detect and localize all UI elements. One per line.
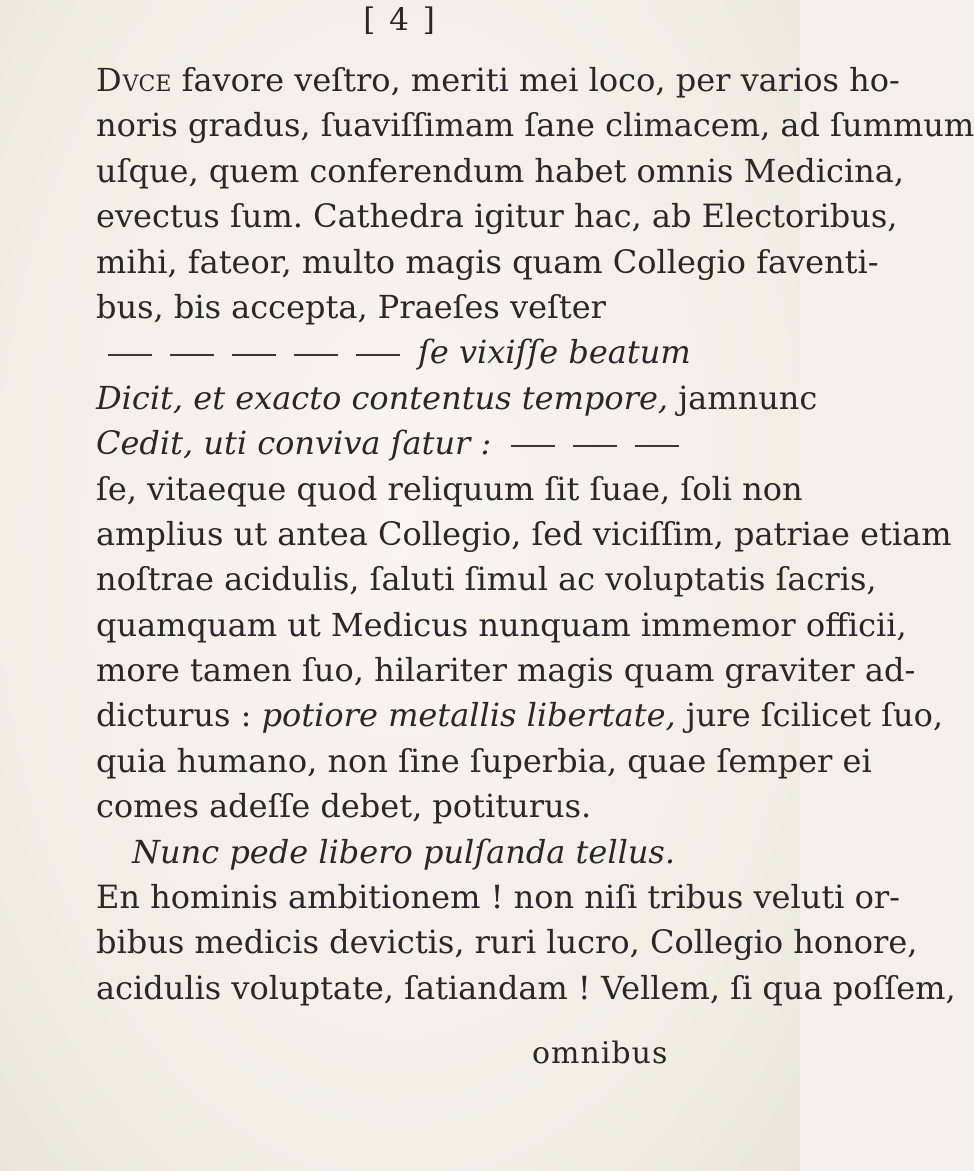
dash-rule <box>635 445 679 447</box>
text-line-2: noris gradus, ſuaviſſimam ſane climacem, ad ſummum <box>96 106 974 145</box>
text-line-15 <box>96 693 944 738</box>
text-line-14: more tamen ſuo, hilariter magis quam graviter ad- <box>96 651 916 690</box>
text-line-5: mihi, fateor, multo magis quam Collegio faventi- <box>96 242 879 281</box>
verse-text: Cedit, uti conviva ſatur : <box>96 424 492 463</box>
line-text: jamnunc <box>668 378 818 417</box>
page-number: [ 4 ] <box>363 2 437 38</box>
quotation-line <box>96 830 756 875</box>
text-line-13: quamquam ut Medicus nunquam immemor officii, <box>96 605 907 644</box>
dash-rule <box>356 354 400 356</box>
line-text: favore veſtro, meriti mei loco, per varios ho- <box>171 61 900 99</box>
text-line-3: uſque, quem conferendum habet omnis Medicina, <box>96 151 905 190</box>
text-line-11: amplius ut antea Collegio, ſed viciſſim, patriae etiam <box>96 514 952 553</box>
dash-rule <box>573 445 617 447</box>
dash-rule <box>511 445 555 447</box>
dash-rule <box>108 354 152 356</box>
text-line-6: bus, bis accepta, Praeſes veſter <box>96 287 606 326</box>
quotation-text: Nunc pede libero pulſanda tellus. <box>132 832 676 871</box>
text-line-1 <box>96 58 900 103</box>
verse-line-1 <box>96 330 756 375</box>
catchword: omnibus <box>532 1036 669 1071</box>
initial-letter: D <box>96 61 123 99</box>
italic-phrase: potiore metallis libertate, <box>261 696 676 735</box>
body-text <box>96 58 974 1011</box>
text-line-21: acidulis voluptate, ſatiandam ! Vellem, ſi qua poſſem, <box>96 968 956 1007</box>
verse-text: ſe vixiſſe beatum <box>418 333 691 372</box>
verse-text: Dicit, et exacto contentus tempore, <box>96 378 669 417</box>
dash-rule <box>170 354 214 356</box>
verse-line-3 <box>96 421 756 466</box>
line-text: jure ſcilicet ſuo, <box>675 696 944 735</box>
dash-rule <box>294 354 338 356</box>
small-caps-word: vce <box>122 61 172 99</box>
text-line-20: bibus medicis devictis, ruri lucro, Collegio honore, <box>96 923 918 962</box>
line-text: dicturus : <box>96 696 262 735</box>
dash-rule <box>232 354 276 356</box>
text-line-16: quia humano, non ſine ſuperbia, quae ſemper ei <box>96 741 872 780</box>
text-line-19: En hominis ambitionem ! non niſi tribus veluti or- <box>96 878 900 917</box>
text-line-10: ſe, vitaeque quod reliquum ſit ſuae, ſoli non <box>96 469 803 508</box>
text-line-17: comes adeſſe debet, potiturus. <box>96 787 592 826</box>
text-line-12: noſtrae acidulis, ſaluti ſimul ac voluptatis ſacris, <box>96 560 877 599</box>
verse-line-2 <box>96 376 818 421</box>
text-line-4: evectus ſum. Cathedra igitur hac, ab Electoribus, <box>96 197 898 236</box>
